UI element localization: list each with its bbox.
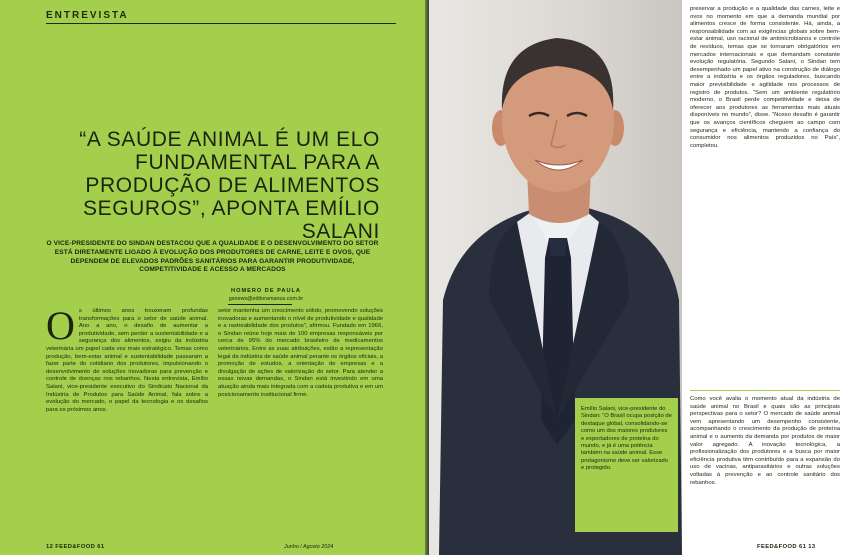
section-label: ENTREVISTA	[46, 10, 129, 21]
article-title: “A SAÚDE ANIMAL É UM ELO FUNDAMENTAL PARA A PRODUÇÃO DE ALIMENTOS SEGUROS”, APONTA EMÍLIO SALANI	[79, 128, 380, 243]
body-column-2	[218, 308, 383, 399]
body-text-1: s últimos anos trouxeram profundas transformações para o setor de saúde animal. Ano a ano, o desafio de aumentar a produtividade, sem perder a sustentabilidade e a segurança dos alimentos, exigiu da indústria veterinária um papel cada vez mais estratégico. Temas como produção, bem-estar animal e sustentabilidade passaram a fazer parte do cotidiano dos produtores, impulsionando o desenvolvimento de soluções inovadoras para prevenção e controle de doenças nos rebanhos. Nesta entrevista, Emílio Salani, vice-presidente executivo do Sindicato Nacional da Indústria de Produtos para Saúde Animal, fala sobre a evolução do mercado, o papel da tecnologia e os desafios para os próximos anos.	[46, 308, 208, 413]
author-name: HOMERO DE PAULA	[231, 288, 301, 294]
question-rule	[690, 390, 840, 391]
footer-left-folio: 12 FEED&FOOD 61	[46, 544, 105, 550]
body-text-2: setor mantenha um crescimento sólido, promovendo soluções inovadoras e aumentando o nível de produtividade e qualidade e a rastreabilidade dos produtos”, afirmou. Fundado em 1966, o Sindan reúne hoje mais de 100 empresas responsáveis por cerca de 95% do mercado brasileiro de medicamentos veterinários. Entre as suas atribuições, estão a representação legal da indústria de saúde animal perante os órgãos oficiais, a promoção de estudos, a orientação de empresas e a divulgação de ações de valorização do setor. Para atender a essas novas demandas, o Sindan está investindo em uma atuação ainda mais integrada com a cadeia produtiva e em um posicionamento institucional firme.	[218, 308, 383, 398]
right-column-text-2: Como você avalia o momento atual da indústria de saúde animal no Brasil e quais são as principais perspectivas para o setor? O mercado de saúde animal vem apresentando um desempenho consistente, acompanhando o crescimento da produção de proteína animal e o aumento da demanda por produtos de maior valor agregado. A inovação tecnológica, a profissionalização dos produtores e a busca por maior eficiência produtiva têm contribuído para a expansão do uso de vacinas, antiparasitários e outras soluções voltadas à prevenção e ao controle sanitário dos rebanhos.	[690, 396, 840, 486]
body-column-1	[46, 303, 208, 414]
author-email: gsnews@editoramanus.com.br	[228, 296, 304, 302]
byline	[206, 288, 326, 302]
drop-cap: O	[46, 303, 75, 348]
section-rule	[46, 23, 396, 24]
article-lead: O VICE-PRESIDENTE DO SINDAN DESTACOU QUE A QUALIDADE E O DESENVOLVIMENTO DO SETOR ESTÁ DIRETAMENTE LIGADO À EVOLUÇÃO DOS PRODUTORES DE CARNE, LEITE E OVOS, QUE DEPENDEM DE ELEVADOS PADRÕES SANITÁRIOS PARA GARANTIR PRODUTIVIDADE, COMPETITIVIDADE E ACESSO A MERCADOS	[46, 240, 379, 274]
right-column-text-1: preservar a produção e a qualidade das carnes, leite e ovos no momento em que a demanda mundial por alimentos cresce de forma consistente. Há, ainda, a responsabilidade com as exigências globais sobre bem-estar animal, uso racional de antimicrobianos e controle de resíduos, temas que se tornaram obrigatórios em mercados internacionais e que demandam constante evolução regulatória. Segundo Salani, o Sindan tem desempenhado um papel ativo na construção de diálogo entre a indústria e os órgãos reguladores, buscando maior previsibilidade e agilidade nos processos de registro de produtos. “Sem um ambiente regulatório moderno, o Brasil perde competitividade e deixa de oferecer aos produtores as ferramentas mais atuais disponíveis no mundo”, disse. “Nosso desafio é garantir que os avanços científicos cheguem ao campo com segurança e eficiência, mantendo a confiança do consumidor nos alimentos produzidos no País”, completou.	[690, 6, 840, 149]
footer-right-folio: FEED&FOOD 61 13	[757, 544, 816, 550]
footer-issue-date: Junho / Agosto 2024	[284, 544, 334, 550]
byline-rule	[228, 304, 292, 305]
photo-caption: Emílio Salani, vice-presidente do Sindan: “O Brasil ocupa posição de destaque global, consolidando-se como um dos maiores produtores e exportadores de proteína do mundo, e já é uma potência também na saúde animal. Esse protagonismo deve ser valorizado e protegido.	[575, 398, 678, 532]
